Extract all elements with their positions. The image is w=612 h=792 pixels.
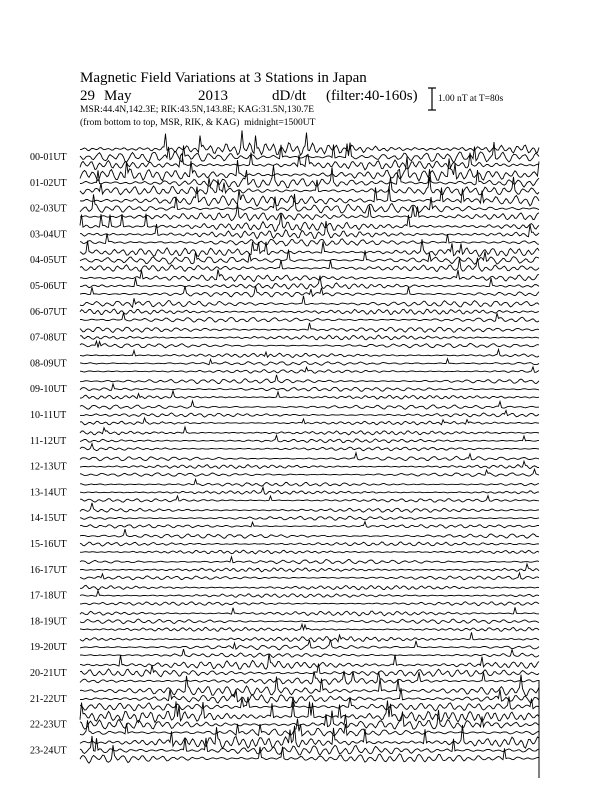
trace-kag-row-6 bbox=[80, 313, 539, 323]
trace-rik-row-23 bbox=[80, 736, 539, 755]
trace-msr-row-14 bbox=[80, 503, 539, 513]
trace-rik-row-16 bbox=[80, 564, 539, 572]
midnight-note: midnight=1500UT bbox=[244, 118, 316, 128]
row-label: 09-10UT bbox=[30, 384, 67, 396]
row-label: 15-16UT bbox=[30, 539, 67, 550]
date-year: 2013 bbox=[198, 88, 228, 104]
trace-rik-row-14 bbox=[80, 516, 539, 520]
trace-msr-row-11 bbox=[80, 427, 539, 435]
trace-rik-row-17 bbox=[80, 591, 539, 598]
trace-kag-row-13 bbox=[80, 496, 539, 502]
trace-rik-row-5 bbox=[80, 276, 539, 289]
trace-kag-row-20 bbox=[80, 671, 539, 685]
trace-kag-row-16 bbox=[80, 573, 539, 580]
row-label: 13-14UT bbox=[30, 487, 67, 499]
row-label: 12-13UT bbox=[30, 461, 67, 473]
trace-kag-row-18 bbox=[80, 624, 539, 631]
trace-msr-row-5 bbox=[80, 270, 539, 282]
trace-rik-row-9 bbox=[80, 384, 539, 392]
trace-msr-row-15 bbox=[80, 529, 539, 538]
row-label: 14-15UT bbox=[30, 513, 67, 525]
scale-bar-label: 1.00 nT at T=80s bbox=[438, 94, 504, 104]
trace-msr-row-13 bbox=[80, 479, 539, 486]
trace-kag-row-8 bbox=[80, 367, 539, 373]
trace-msr-row-2 bbox=[80, 186, 539, 206]
trace-kag-row-19 bbox=[80, 649, 539, 657]
row-label: 20-21UT bbox=[30, 668, 67, 679]
trace-rik-row-11 bbox=[80, 435, 539, 442]
trace-kag-row-7 bbox=[80, 341, 539, 348]
trace-msr-row-7 bbox=[80, 323, 539, 333]
row-label: 19-20UT bbox=[30, 642, 67, 654]
row-label: 07-08UT bbox=[30, 332, 67, 344]
row-label: 23-24UT bbox=[30, 745, 67, 757]
trace-kag-row-14 bbox=[80, 522, 539, 529]
quantity-label: dD/dt bbox=[272, 88, 307, 104]
trace-rik-row-19 bbox=[80, 640, 539, 650]
trace-rik-row-20 bbox=[80, 664, 539, 677]
trace-rik-row-15 bbox=[80, 542, 539, 546]
trace-rik-row-7 bbox=[80, 335, 539, 340]
row-label: 05-06UT bbox=[30, 281, 67, 292]
trace-msr-row-18 bbox=[80, 607, 539, 615]
trace-msr-row-16 bbox=[80, 557, 539, 564]
row-label: 08-09UT bbox=[30, 358, 67, 370]
trace-msr-row-17 bbox=[80, 585, 539, 590]
trace-kag-row-11 bbox=[80, 444, 539, 451]
row-label: 06-07UT bbox=[30, 306, 67, 318]
trace-kag-row-10 bbox=[80, 418, 539, 425]
stations-coordinates: MSR:44.4N,142.3E; RIK:43.5N,143.8E; KAG:31.5N,130.7E bbox=[80, 105, 315, 115]
row-label: 22-23UT bbox=[30, 719, 67, 731]
order-text: (from bottom to top, MSR, RIK, & KAG) bbox=[80, 118, 240, 128]
trace-kag-row-15 bbox=[80, 550, 539, 554]
trace-msr-row-23 bbox=[80, 725, 539, 749]
row-label: 00-01UT bbox=[30, 152, 67, 163]
trace-kag-row-22 bbox=[80, 719, 539, 736]
trace-msr-row-8 bbox=[80, 349, 539, 357]
row-label: 03-04UT bbox=[30, 229, 67, 241]
row-label: 01-02UT bbox=[30, 177, 67, 189]
row-label: 16-17UT bbox=[30, 564, 67, 576]
filter-label: (filter:40-160s) bbox=[326, 88, 418, 104]
trace-kag-row-12 bbox=[80, 469, 539, 476]
trace-rik-row-0 bbox=[80, 142, 539, 162]
trace-rik-row-12 bbox=[80, 461, 539, 468]
scale-bar bbox=[428, 88, 436, 110]
trace-msr-row-12 bbox=[80, 453, 539, 461]
trace-rik-row-18 bbox=[80, 619, 539, 624]
trace-msr-row-0 bbox=[80, 130, 539, 155]
trace-msr-row-10 bbox=[80, 401, 539, 409]
trace-msr-row-21 bbox=[80, 675, 539, 696]
trace-rik-row-13 bbox=[80, 487, 539, 494]
trace-rik-row-22 bbox=[80, 710, 539, 729]
trace-kag-row-2 bbox=[80, 203, 539, 221]
row-label: 18-19UT bbox=[30, 616, 67, 628]
trace-rik-row-10 bbox=[80, 411, 539, 418]
trace-msr-row-1 bbox=[80, 157, 539, 181]
trace-kag-row-23 bbox=[80, 745, 539, 763]
trace-rik-row-2 bbox=[80, 194, 539, 213]
trace-msr-row-9 bbox=[80, 375, 539, 384]
row-label: 11-12UT bbox=[30, 435, 67, 447]
trace-kag-row-5 bbox=[80, 286, 539, 297]
row-label: 04-05UT bbox=[30, 255, 67, 267]
trace-kag-row-9 bbox=[80, 391, 539, 399]
row-label: 10-11UT bbox=[30, 410, 67, 421]
row-label: 21-22UT bbox=[30, 693, 67, 705]
trace-rik-row-8 bbox=[80, 359, 539, 366]
trace-rik-row-6 bbox=[80, 309, 539, 315]
trace-kag-row-1 bbox=[80, 177, 539, 196]
trace-msr-row-6 bbox=[80, 296, 539, 307]
row-label: 17-18UT bbox=[30, 590, 67, 602]
date-day: 29 bbox=[80, 88, 95, 104]
row-label: 02-03UT bbox=[30, 203, 67, 215]
date-month: May bbox=[104, 88, 132, 104]
chart-title: Magnetic Field Variations at 3 Stations in Japan bbox=[80, 70, 367, 86]
trace-kag-row-17 bbox=[80, 602, 539, 606]
